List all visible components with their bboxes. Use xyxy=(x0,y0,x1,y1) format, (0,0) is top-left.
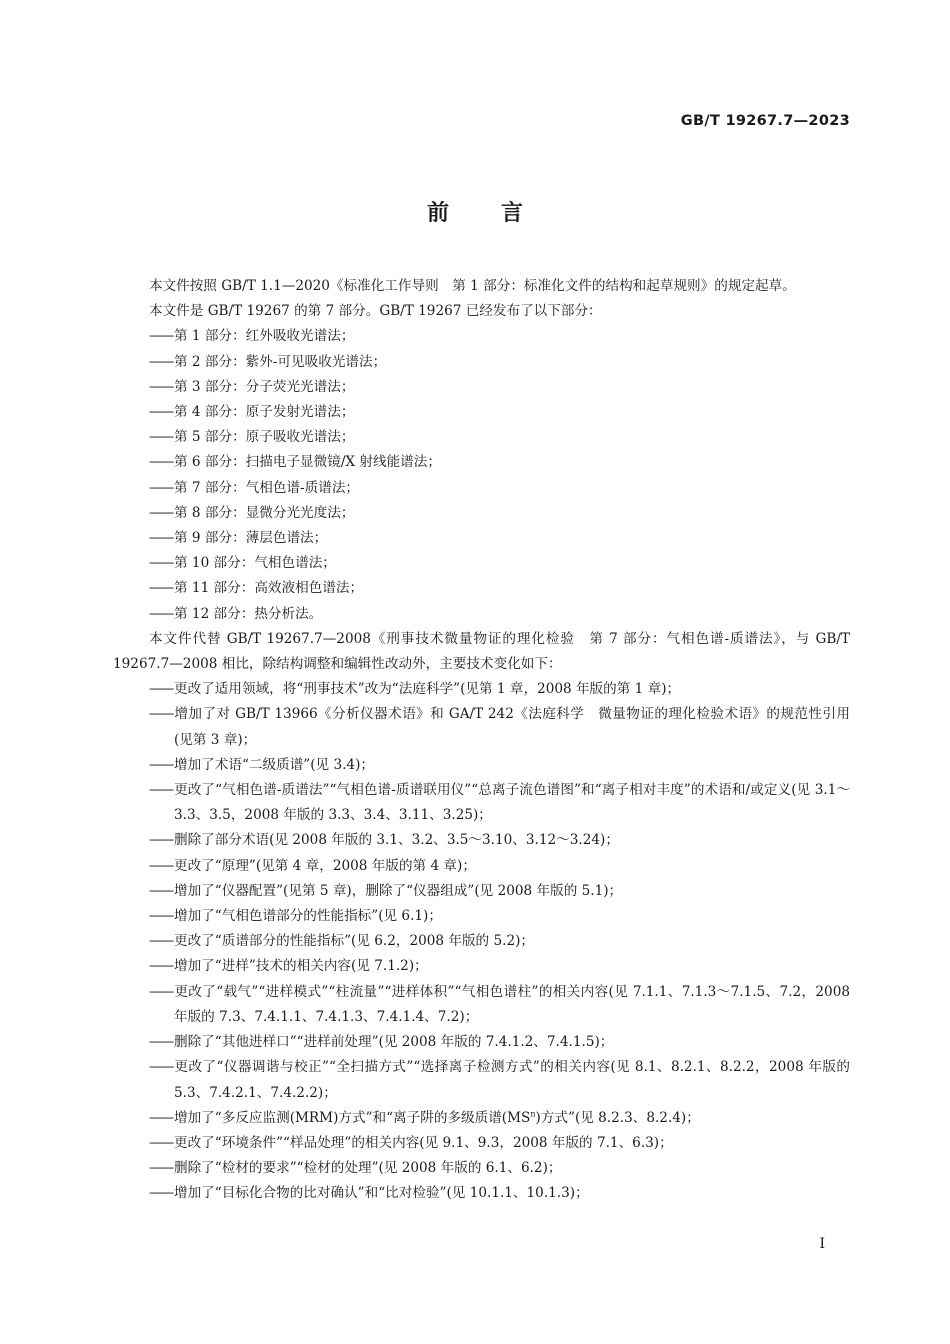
change-list-item xyxy=(113,854,850,879)
list-item-text: 更改了“环境条件”“样品处理”的相关内容(见 9.1、9.3，2008 年版的 7.1、6.3)； xyxy=(174,1134,673,1151)
list-dash: —— xyxy=(149,857,173,874)
part-list-item xyxy=(113,324,850,349)
list-dash: —— xyxy=(149,378,173,395)
list-item-text: 第 7 部分：气相色谱-质谱法； xyxy=(174,479,360,496)
intro-paragraph-1: 本文件按照 GB/T 1.1—2020《标准化工作导则 第 1 部分：标准化文件的结构和起草规则》的规定起草。 xyxy=(149,278,796,294)
change-list-item xyxy=(113,778,850,828)
change-list-item xyxy=(113,904,850,929)
change-list-item xyxy=(113,879,850,904)
standard-code: GB/T 19267.7—2023 xyxy=(680,113,850,129)
list-item-text: 第 5 部分：原子吸收光谱法； xyxy=(174,429,355,446)
list-item-text: 更改了“质谱部分的性能指标”(见 6.2，2008 年版的 5.2)； xyxy=(174,933,534,950)
list-item-text: 删除了“检材的要求”“检材的处理”(见 2008 年版的 6.1、6.2)； xyxy=(174,1160,562,1177)
change-list-item xyxy=(113,1181,850,1206)
list-dash: —— xyxy=(149,1034,173,1051)
change-list-item xyxy=(113,1131,850,1156)
list-dash: —— xyxy=(149,479,173,496)
list-item-text: 第 6 部分：扫描电子显微镜/X 射线能谱法； xyxy=(174,454,441,471)
part-list-item xyxy=(113,450,850,475)
list-item-text: 第 12 部分：热分析法。 xyxy=(174,605,323,622)
intro-paragraph-2: 本文件是 GB/T 19267 的第 7 部分。GB/T 19267 已经发布了以下部分： xyxy=(149,303,602,320)
list-dash: —— xyxy=(149,1134,173,1151)
list-item-text: 第 2 部分：紫外-可见吸收光谱法； xyxy=(174,353,387,370)
part-list-item xyxy=(113,526,850,551)
list-dash: —— xyxy=(149,580,173,597)
list-dash: —— xyxy=(149,933,173,950)
list-item-text: 增加了“多反应监测(MRM)方式”和“离子阱的多级质谱(MS xyxy=(174,1109,531,1126)
list-item-text: )方式”(见 8.2.3、8.2.4)； xyxy=(535,1109,700,1126)
change-list-item xyxy=(113,1156,850,1181)
page-number: I xyxy=(819,1236,825,1252)
change-list-item xyxy=(113,929,850,954)
list-dash: —— xyxy=(149,454,173,471)
parts-list xyxy=(113,324,850,626)
list-dash: —— xyxy=(149,555,173,572)
list-item-text: 第 11 部分：高效液相色谱法； xyxy=(174,580,364,597)
list-dash: —— xyxy=(149,908,173,925)
list-item-text: 更改了“原理”(见第 4 章，2008 年版的第 4 章)； xyxy=(174,857,476,874)
foreword-body xyxy=(113,274,850,1207)
list-dash: —— xyxy=(149,504,173,521)
change-list-item xyxy=(113,677,850,702)
part-list-item xyxy=(113,576,850,601)
part-list-item xyxy=(113,350,850,375)
change-list-item xyxy=(113,702,850,752)
list-item-text: 更改了“仪器调谐与校正”“全扫描方式”“选择离子检测方式”的相关内容(见 8.1、8.2.1、8.2.2，2008 年版的 5.3、7.4.2.1、7.4.2.2)； xyxy=(174,1059,850,1101)
part-list-item xyxy=(113,551,850,576)
part-list-item xyxy=(113,400,850,425)
list-item-text: 删除了“其他进样口”“进样前处理”(见 2008 年版的 7.4.1.2、7.4.1.5)； xyxy=(174,1034,614,1051)
list-dash: —— xyxy=(149,429,173,446)
list-dash: —— xyxy=(149,756,173,773)
list-item-text: 更改了“气相色谱-质谱法”“气相色谱-质谱联用仪”“总离子流色谱图”和“离子相对丰度”的术语和/或定义(见 3.1～3.3、3.5，2008 年版的 3.3、3.4、3.11、3.25)； xyxy=(174,782,850,824)
list-dash: —— xyxy=(149,832,173,849)
list-item-text: 第 9 部分：薄层色谱法； xyxy=(174,530,328,547)
list-item-text: 增加了“仪器配置”(见第 5 章)，删除了“仪器组成”(见 2008 年版的 5.1)； xyxy=(174,882,623,899)
list-dash: —— xyxy=(149,328,173,345)
list-item-text: 第 4 部分：原子发射光谱法； xyxy=(174,404,355,421)
list-dash: —— xyxy=(149,530,173,547)
list-item-text: 第 3 部分：分子荧光光谱法； xyxy=(174,378,355,395)
part-list-item xyxy=(113,425,850,450)
replace-statement: 本文件代替 GB/T 19267.7—2008《刑事技术微量物证的理化检验 第 7 部分：气相色谱-质谱法》，与 GB/T 19267.7—2008 相比，除结构调整和编辑性改动外，主要技术变化如下： xyxy=(113,630,850,673)
list-item-text: 第 1 部分：红外吸收光谱法； xyxy=(174,328,355,345)
superscript: n xyxy=(530,1109,536,1119)
change-list-item xyxy=(113,1055,850,1105)
list-item-text: 删除了部分术语(见 2008 年版的 3.1、3.2、3.5～3.10、3.12～3.24)； xyxy=(174,832,619,849)
list-dash: —— xyxy=(149,353,173,370)
change-list-item xyxy=(113,1030,850,1055)
list-item-text: 更改了“载气”“进样模式”“柱流量”“进样体积”“气相色谱柱”的相关内容(见 7.1.1、7.1.3～7.1.5、7.2，2008 年版的 7.3、7.4.1.1、7.4.1.3、7.4.1.4、7.2)； xyxy=(174,983,850,1025)
part-list-item xyxy=(113,476,850,501)
list-dash: —— xyxy=(149,1160,173,1177)
part-list-item xyxy=(113,375,850,400)
list-item-text: 第 10 部分：气相色谱法； xyxy=(174,555,336,572)
list-dash: —— xyxy=(149,605,173,622)
list-dash: —— xyxy=(149,404,173,421)
list-dash: —— xyxy=(149,782,173,799)
part-list-item xyxy=(113,602,850,627)
change-list-item xyxy=(113,753,850,778)
list-dash: —— xyxy=(149,1185,173,1202)
list-dash: —— xyxy=(149,1059,173,1076)
change-list-item xyxy=(113,980,850,1030)
list-dash: —— xyxy=(149,882,173,899)
change-list-item xyxy=(113,954,850,979)
changes-list xyxy=(113,677,850,1206)
list-dash: —— xyxy=(149,681,173,698)
part-list-item xyxy=(113,501,850,526)
list-item-text: 增加了“气相色谱部分的性能指标”(见 6.1)； xyxy=(174,908,442,925)
list-item-text: 增加了“进样”技术的相关内容(见 7.1.2)； xyxy=(174,958,428,975)
list-item-text: 增加了对 GB/T 13966《分析仪器术语》和 GA/T 242《法庭科学 微量物证的理化检验术语》的规范性引用(见第 3 章)； xyxy=(174,706,850,748)
list-item-text: 增加了“目标化合物的比对确认”和“比对检验”(见 10.1.1、10.1.3)； xyxy=(174,1185,589,1202)
change-list-item xyxy=(113,828,850,853)
page-title: 前言 xyxy=(426,201,575,226)
list-dash: —— xyxy=(149,706,173,723)
list-item-text: 第 8 部分：显微分光光度法； xyxy=(174,504,355,521)
list-dash: —— xyxy=(149,958,173,975)
list-dash: —— xyxy=(149,1109,173,1126)
list-item-text: 更改了适用领域，将“刑事技术”改为“法庭科学”(见第 1 章，2008 年版的第 1 章)； xyxy=(174,681,681,698)
change-list-item xyxy=(113,1106,850,1131)
list-dash: —— xyxy=(149,983,173,1000)
list-item-text: 增加了术语“二级质谱”(见 3.4)； xyxy=(174,756,374,773)
